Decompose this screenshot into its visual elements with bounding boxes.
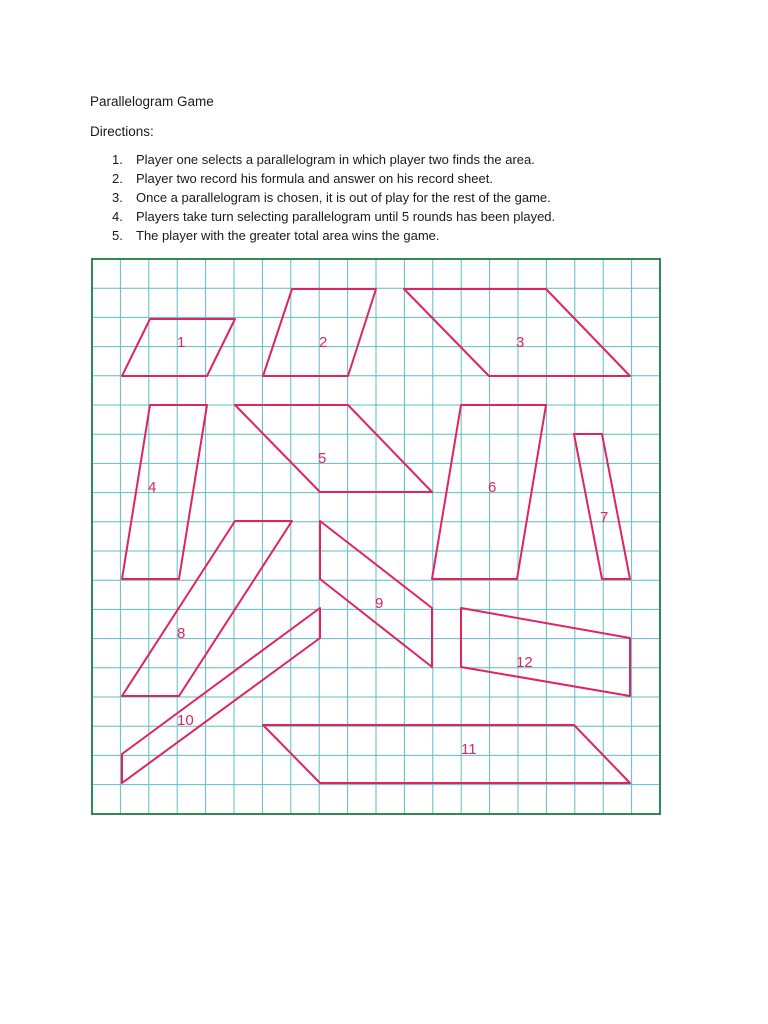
shape-label-7: 7 <box>600 509 609 526</box>
direction-text: Player one selects a parallelogram in which player two finds the area. <box>136 152 535 167</box>
parallelogram-4[interactable] <box>122 405 207 579</box>
parallelogram-7[interactable] <box>574 434 630 579</box>
parallelogram-8[interactable] <box>122 521 292 696</box>
shape-label-6: 6 <box>488 479 497 496</box>
shape-label-9: 9 <box>375 595 384 612</box>
direction-text: Players take turn selecting parallelogram until 5 rounds has been played. <box>136 209 556 224</box>
shape-label-3: 3 <box>516 334 525 351</box>
direction-text: Once a parallelogram is chosen, it is out of play for the rest of the game. <box>136 190 551 205</box>
direction-number: 1. <box>112 152 123 167</box>
shape-label-10: 10 <box>177 712 194 729</box>
shape-label-5: 5 <box>318 450 327 467</box>
parallelogram-5[interactable] <box>235 405 432 492</box>
page-title: Parallelogram Game <box>90 94 214 109</box>
direction-number: 2. <box>112 171 123 186</box>
shape-labels <box>148 334 608 758</box>
direction-text: Player two record his formula and answer on his record sheet. <box>136 171 493 186</box>
shape-label-11: 11 <box>461 741 477 758</box>
parallelogram-12[interactable] <box>461 608 630 696</box>
shape-label-8: 8 <box>177 625 186 642</box>
direction-text: The player with the greater total area wins the game. <box>136 228 440 243</box>
shape-label-2: 2 <box>319 334 328 351</box>
direction-number: 3. <box>112 190 123 205</box>
direction-number: 5. <box>112 228 123 243</box>
shape-label-12: 12 <box>516 654 533 671</box>
shape-label-4: 4 <box>148 479 157 496</box>
shape-label-1: 1 <box>177 334 186 351</box>
direction-number: 4. <box>112 209 123 224</box>
directions-heading: Directions: <box>90 124 154 139</box>
parallelogram-3[interactable] <box>404 289 630 376</box>
